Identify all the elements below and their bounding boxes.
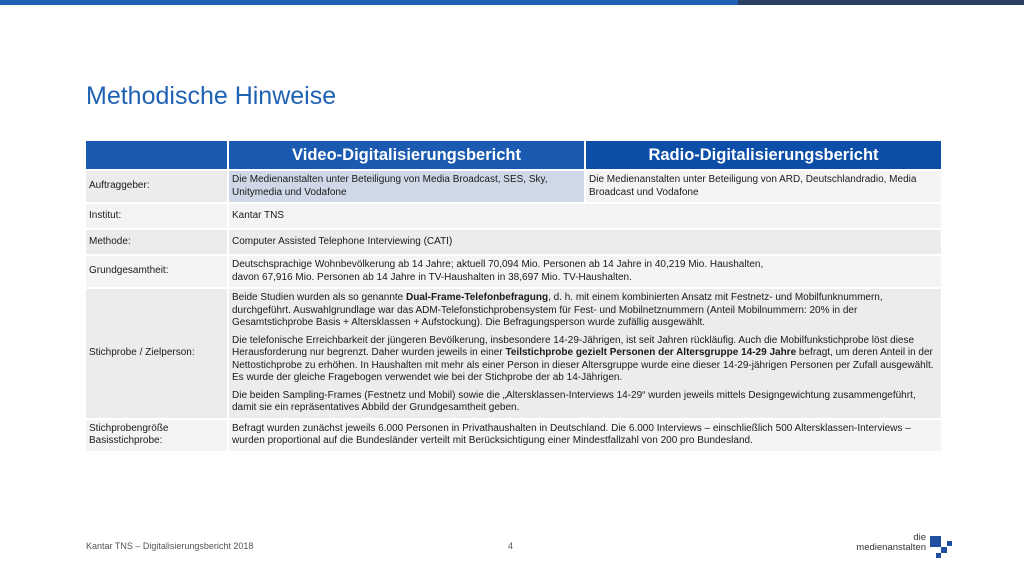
- institut-value: Kantar TNS: [229, 204, 943, 230]
- auftraggeber-video: Die Medienanstalten unter Beteiligung von Media Broadcast, SES, Sky, Unitymedia und Vodafone: [229, 171, 586, 204]
- header-radio: Radio-Digitalisierungsbericht: [586, 141, 943, 171]
- table-row-grundgesamtheit: [86, 256, 943, 289]
- header-empty-cell: [86, 141, 229, 171]
- top-accent-bar-dark: [738, 0, 1024, 5]
- stichprobe-value: [229, 289, 943, 420]
- stichprobe-paragraph-3: Die beiden Sampling-Frames (Festnetz und Mobil) sowie die „Altersklassen-Interviews 14-29“ wurden jeweils mittels Designgewichtung zusammengeführt, damit sie ein repräsentatives Abbild der Grundgesamtheit geben.: [232, 389, 916, 413]
- table-row-institut: [86, 204, 943, 230]
- row-label: Auftraggeber:: [86, 171, 229, 204]
- row-label: Institut:: [86, 204, 229, 230]
- text: , d. h. mit einem kombinierten Ansatz mit Festnetz- und Mobilfunknummern, durchgeführt. Auswahlgrundlage war das ADM-Telefonstichprobensystem für Fest- und Mobilnetznummern (Anteil Mobilnummern: 20% in der Gesamtstichprobe Basis + Altersklassen + Aufstockung). Die Befragungsperson wurde zufällig ausgewählt.: [232, 292, 883, 328]
- logo-line2: medienanstalten: [856, 542, 926, 553]
- text: Beide Studien wurden als so genannte: [232, 292, 407, 303]
- text: Die telefonische Erreichbarkeit der jüngeren Bevölkerung, insbesondere 14-29-Jährigen, ist seit Jahren rückläufig. Auch die Mobilfunkstichprobe löst diese Herausforderung nur begrenzt. Daher wurden jeweils in einer: [232, 334, 915, 358]
- row-label: Methode:: [86, 230, 229, 256]
- stichprobe-paragraph-2: [232, 335, 938, 385]
- label-line1: Stichprobengröße: [89, 422, 169, 434]
- logo-wordmark: [856, 533, 926, 553]
- row-label: Grundgesamtheit:: [86, 256, 229, 289]
- bold-text: Teilstichprobe gezielt Personen der Altersgruppe 14-29 Jahre: [505, 347, 797, 358]
- row-label: Stichprobe / Zielperson:: [86, 289, 229, 420]
- table-row-methode: [86, 230, 943, 256]
- grundgesamtheit-line1: Deutschsprachige Wohnbevölkerung ab 14 Jahre; aktuell 70,094 Mio. Personen ab 14 Jahre in 40,219 Mio. Haushalten,: [232, 259, 764, 270]
- stichprobengroesse-value: Befragt wurden zunächst jeweils 6.000 Personen in Privathaushalten in Deutschland. Die 6.000 Interviews – einschließlich 500 Altersklassen-Interviews – wurden proportional auf die Bundesländer verteilt mit Berücksichtigung einer Mindestfallzahl von 200 pro Bundesland.: [229, 420, 943, 453]
- table-row-auftraggeber: [86, 171, 943, 204]
- logo-line1: die: [913, 532, 926, 543]
- header-video: Video-Digitalisierungsbericht: [229, 141, 586, 171]
- table-row-stichprobengroesse: [86, 420, 943, 453]
- text: befragt, um deren Anteil in der Nettostichprobe zu erhöhen. In Haushalten mit mehr als einer Person in dieser Altersgruppe wurde eine dieser 14-29-jährigen Personen per Zufall ausgewählt. Es wurde der gleiche Fragebogen verwendet wie bei der Stichprobe der ab 14-Jährigen.: [232, 347, 934, 383]
- label-line2: Basisstichprobe:: [89, 435, 163, 446]
- methode-value: Computer Assisted Telephone Interviewing (CATI): [229, 230, 943, 256]
- stichprobe-paragraph-1: [232, 292, 938, 330]
- page-number: 4: [508, 541, 514, 551]
- footer-text: Kantar TNS – Digitalisierungsbericht 2018: [86, 541, 254, 551]
- grundgesamtheit-line2: davon 67,916 Mio. Personen ab 14 Jahre in TV-Haushalten in 38,697 Mio. TV-Haushalten.: [232, 271, 632, 283]
- methodology-table: [86, 141, 943, 453]
- auftraggeber-radio: Die Medienanstalten unter Beteiligung von ARD, Deutschlandradio, Media Broadcast und Vodafone: [586, 171, 943, 204]
- page-title: Methodische Hinweise: [86, 82, 337, 110]
- bold-text: Dual-Frame-Telefonbefragung: [406, 292, 549, 303]
- row-label: [86, 420, 229, 453]
- grundgesamtheit-value: [229, 256, 943, 289]
- table-header-row: [86, 141, 943, 171]
- table-row-stichprobe: [86, 289, 943, 420]
